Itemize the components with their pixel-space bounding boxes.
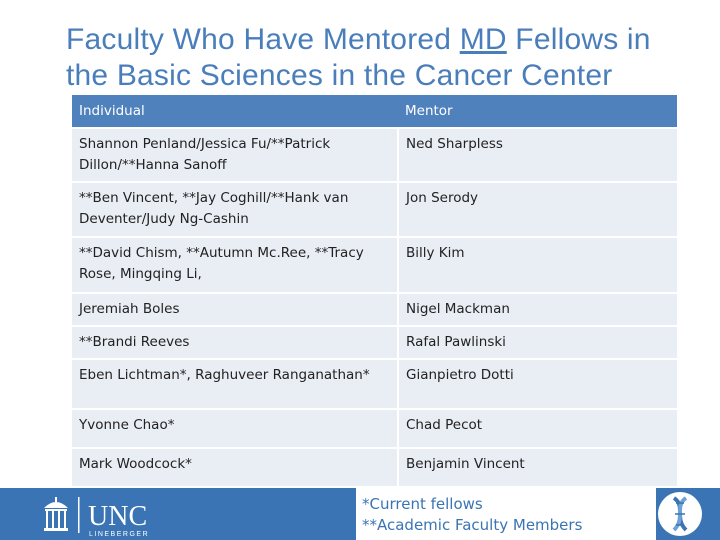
title-line-1: [66, 22, 716, 58]
mentor-cell: Benjamin Vincent: [398, 448, 677, 486]
mentor-cell: Nigel Mackman: [398, 293, 677, 326]
header-individual: Individual: [72, 95, 398, 128]
individual-cell: Yvonne Chao*: [72, 409, 398, 448]
unc-lineberger-logo: [42, 494, 182, 538]
mentor-cell: Jon Serody: [398, 182, 677, 237]
footnotes: [356, 488, 656, 540]
title-text-after: Fellows in: [506, 23, 651, 56]
individual-cell: Jeremiah Boles: [72, 293, 398, 326]
table-row: [72, 448, 677, 486]
individual-cell: **Brandi Reeves: [72, 326, 398, 359]
mentor-cell: Billy Kim: [398, 237, 677, 293]
table-header-row: [72, 95, 677, 128]
individual-cell: Shannon Penland/Jessica Fu/**Patrick Dillon/**Hanna Sanoff: [72, 128, 398, 182]
individual-cell: Eben Lichtman*, Raghuveer Ranganathan*: [72, 359, 398, 409]
mentor-table: [72, 95, 677, 486]
dna-ribbon-icon: [656, 490, 704, 538]
mentor-cell: Gianpietro Dotti: [398, 359, 677, 409]
old-well-icon: [44, 497, 68, 531]
title-line-2: the Basic Sciences in the Cancer Center: [66, 59, 613, 92]
mentor-cell: Rafal Pawlinski: [398, 326, 677, 359]
title-underlined-md: MD: [459, 23, 507, 56]
table-row: [72, 359, 677, 409]
title-text-before: Faculty Who Have Mentored: [66, 23, 460, 56]
slide-title: [66, 22, 716, 94]
table-row: [72, 237, 677, 293]
mentor-cell: Ned Sharpless: [398, 128, 677, 182]
individual-cell: **David Chism, **Autumn Mc.Ree, **Tracy Rose, Mingqing Li,: [72, 237, 398, 293]
footnote-current-fellows: *Current fellows: [362, 495, 483, 513]
table-row: [72, 128, 677, 182]
individual-cell: Mark Woodcock*: [72, 448, 398, 486]
table-row: [72, 182, 677, 237]
mentor-cell: Chad Pecot: [398, 409, 677, 448]
table-row: [72, 293, 677, 326]
logo-unc-text: UNC: [88, 501, 148, 532]
individual-cell: **Ben Vincent, **Jay Coghill/**Hank van Deventer/Judy Ng-Cashin: [72, 182, 398, 237]
table-row: [72, 326, 677, 359]
logo-lineberger-text: LINEBERGER: [89, 531, 150, 538]
header-mentor: Mentor: [398, 95, 677, 128]
footnote-academic-faculty: **Academic Faculty Members: [362, 516, 583, 534]
table-row: [72, 409, 677, 448]
